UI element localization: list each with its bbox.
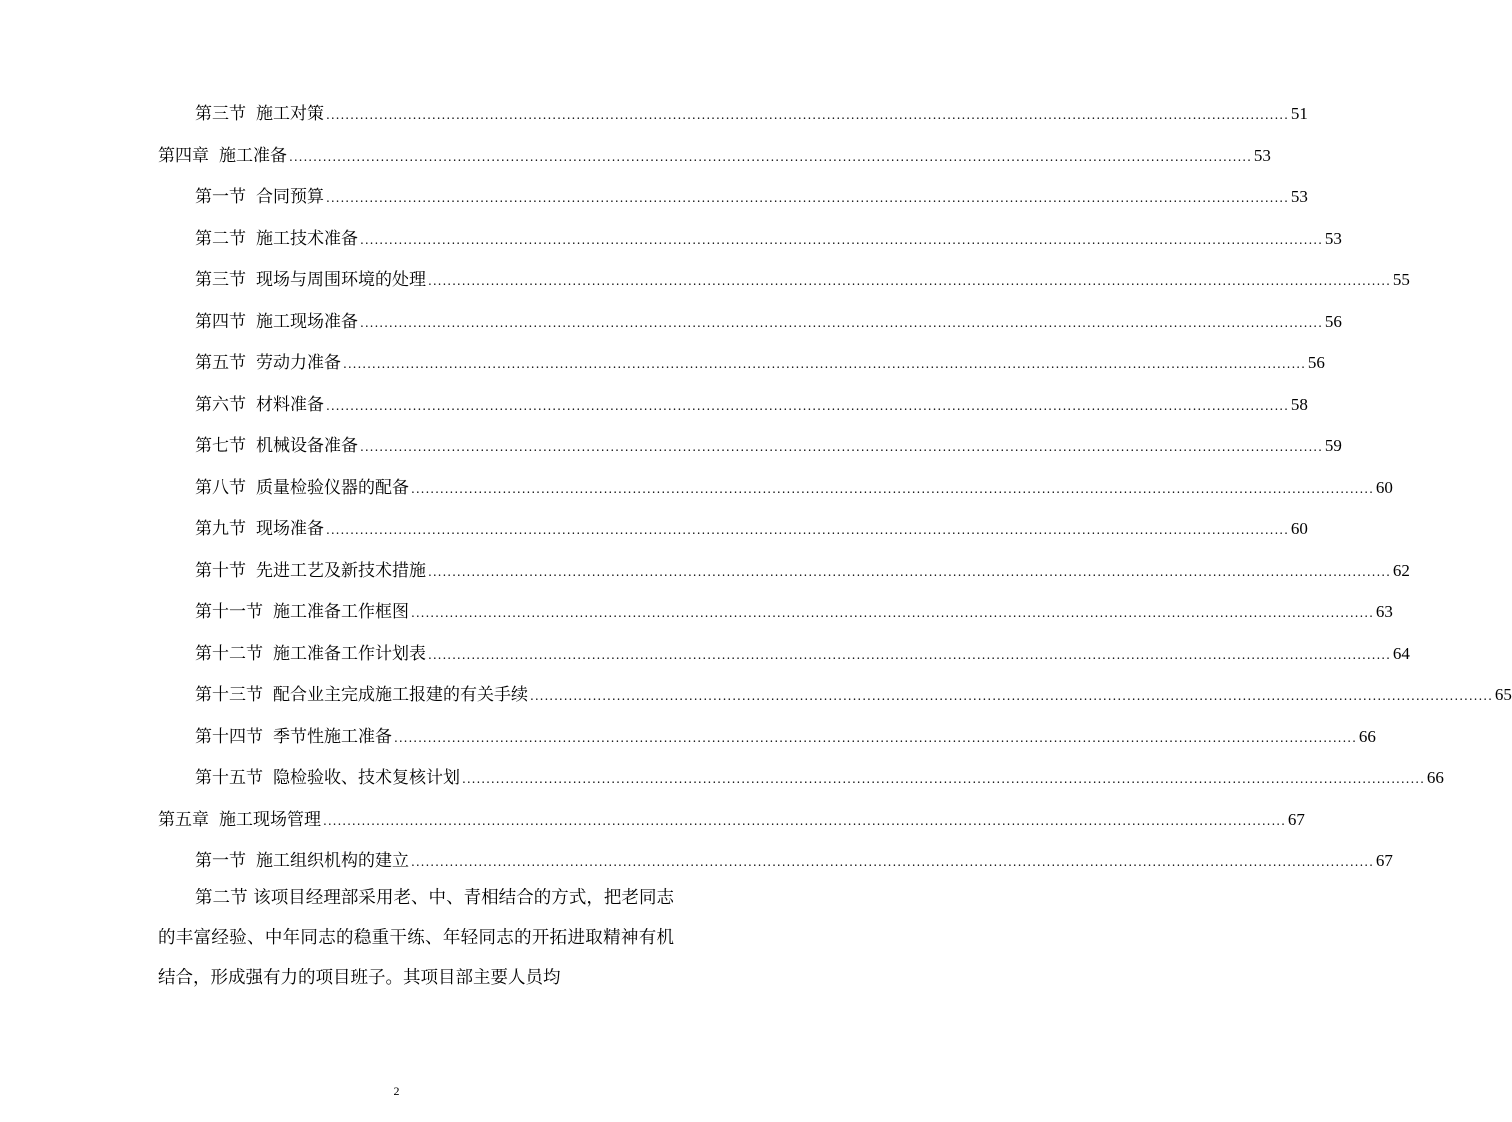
toc-dot-leader: ........................................................................................................................................................................................................ — [530, 689, 1493, 703]
toc-entry-title: 隐检验收、技术复核计划 — [273, 768, 460, 788]
toc-entry — [158, 840, 1393, 882]
toc-dot-leader: ........................................................................................................................................................................................................ — [428, 647, 1391, 662]
toc-dot-leader: ........................................................................................................................................................................................................ — [360, 232, 1323, 247]
toc-entry-number: 第一节 — [195, 187, 246, 207]
toc-entry-page: 56 — [1307, 353, 1325, 372]
toc-entry-number: 第六节 — [195, 394, 246, 415]
toc-entry-title: 合同预算 — [256, 187, 324, 207]
body-paragraph: 第二节 该项目经理部采用老、中、青相结合的方式，把老同志的丰富经验、中年同志的稳重干练、年轻同志的开拓进取精神有机结合，形成强有力的项目班子。其项目部主要人员均 — [158, 888, 674, 988]
toc-dot-leader: ........................................................................................................................................................................................................ — [394, 730, 1357, 745]
toc-entry-number: 第十五节 — [195, 768, 263, 788]
toc-entry-page: 59 — [1324, 436, 1342, 455]
toc-entry-number: 第十四节 — [195, 726, 263, 747]
toc-dot-leader: ........................................................................................................................................................................................................ — [360, 315, 1323, 330]
toc-entry-number: 第三节 — [195, 104, 246, 124]
toc-entry-number: 第七节 — [195, 436, 246, 456]
toc-entry-number: 第五节 — [195, 353, 246, 373]
toc-entry — [158, 633, 1410, 675]
toc-entry-number: 第四章 — [158, 145, 209, 166]
toc-entry — [158, 425, 1342, 467]
toc-entry-page: 53 — [1324, 228, 1342, 248]
toc-entry — [158, 135, 1271, 177]
toc-entry-page: 55 — [1392, 270, 1410, 289]
toc-entry-label — [195, 260, 426, 302]
toc-entry-title: 施工准备 — [219, 145, 287, 166]
toc-entry — [158, 218, 1342, 260]
toc-dot-leader: ........................................................................................................................................................................................................ — [289, 149, 1252, 164]
toc-entry-page: 53 — [1290, 187, 1308, 206]
toc-entry-label — [195, 94, 324, 136]
toc-entry-number: 第十二节 — [195, 643, 263, 664]
toc-entry-label — [195, 675, 528, 717]
toc-entry-label — [195, 592, 409, 634]
toc-entry-number: 第三节 — [195, 270, 246, 290]
toc-entry-title: 施工现场准备 — [256, 311, 358, 332]
toc-entry — [158, 301, 1342, 343]
toc-entry-label — [158, 800, 321, 842]
toc-entry-page: 53 — [1253, 145, 1271, 165]
toc-entry-page: 60 — [1290, 519, 1308, 538]
toc-entry-label — [195, 468, 409, 510]
toc-entry-page: 66 — [1426, 768, 1444, 787]
toc-dot-leader: ........................................................................................................................................................................................................ — [411, 606, 1374, 620]
toc-entry-title: 材料准备 — [256, 394, 324, 415]
toc-dot-leader: ........................................................................................................................................................................................................ — [360, 440, 1323, 454]
toc-entry-title: 施工对策 — [256, 104, 324, 124]
toc-entry — [158, 716, 1376, 758]
toc-entry-label — [195, 841, 409, 883]
toc-entry — [158, 93, 1308, 135]
toc-entry-label — [195, 343, 341, 385]
toc-entry-number: 第四节 — [195, 311, 246, 332]
toc-entry-number: 第十一节 — [195, 602, 263, 622]
toc-dot-leader: ........................................................................................................................................................................................................ — [326, 191, 1289, 205]
toc-entry-page: 67 — [1375, 851, 1393, 870]
toc-entry-page: 58 — [1290, 394, 1308, 414]
toc-entry — [158, 550, 1410, 592]
toc-entry-title: 施工现场管理 — [219, 809, 321, 830]
toc-entry-number: 第一节 — [195, 851, 246, 871]
toc-entry-label — [195, 385, 324, 427]
toc-dot-leader: ........................................................................................................................................................................................................ — [411, 481, 1374, 496]
toc-entry-label — [195, 219, 358, 261]
toc-entry-label — [195, 634, 426, 676]
toc-dot-leader: ........................................................................................................................................................................................................ — [323, 813, 1286, 828]
page-number: 2 — [393, 1084, 400, 1098]
toc-entry-title: 施工准备工作计划表 — [273, 643, 426, 664]
toc-entry-label — [195, 177, 324, 219]
toc-entry-title: 季节性施工准备 — [273, 726, 392, 747]
toc-entry — [158, 342, 1325, 384]
toc-entry-label — [195, 758, 460, 800]
toc-entry-page: 63 — [1375, 602, 1393, 621]
toc-entry-label — [195, 551, 426, 593]
toc-entry-title: 施工技术准备 — [256, 228, 358, 249]
toc-entry-number: 第二节 — [195, 228, 246, 249]
table-of-contents — [158, 93, 1512, 882]
toc-entry-title: 现场与周围环境的处理 — [256, 270, 426, 290]
toc-entry-title: 施工组织机构的建立 — [256, 851, 409, 871]
toc-entry-page: 64 — [1392, 643, 1410, 663]
toc-entry-label — [195, 426, 358, 468]
toc-entry-number: 第九节 — [195, 519, 246, 539]
toc-entry-label — [195, 302, 358, 344]
toc-dot-leader: ........................................................................................................................................................................................................ — [462, 772, 1425, 786]
toc-entry — [158, 799, 1305, 841]
toc-entry-title: 配合业主完成施工报建的有关手续 — [273, 685, 528, 705]
toc-entry — [158, 467, 1393, 509]
toc-entry — [158, 259, 1410, 301]
toc-entry-label — [195, 509, 324, 551]
toc-entry-title: 机械设备准备 — [256, 436, 358, 456]
toc-entry-title: 现场准备 — [256, 519, 324, 539]
toc-entry-page: 62 — [1392, 560, 1410, 580]
toc-entry-title: 质量检验仪器的配备 — [256, 477, 409, 498]
toc-dot-leader: ........................................................................................................................................................................................................ — [411, 855, 1374, 869]
toc-entry-page: 66 — [1358, 726, 1376, 746]
toc-dot-leader: ........................................................................................................................................................................................................ — [326, 108, 1289, 122]
toc-entry-title: 施工准备工作框图 — [273, 602, 409, 622]
toc-entry-number: 第十节 — [195, 560, 246, 581]
toc-entry — [158, 508, 1308, 550]
toc-entry-page: 51 — [1290, 104, 1308, 123]
toc-dot-leader: ........................................................................................................................................................................................................ — [428, 564, 1391, 579]
toc-entry-page: 60 — [1375, 477, 1393, 497]
toc-entry — [158, 591, 1393, 633]
toc-entry-number: 第五章 — [158, 809, 209, 830]
toc-entry-page: 56 — [1324, 311, 1342, 331]
toc-entry — [158, 757, 1444, 799]
toc-entry-label — [195, 717, 392, 759]
toc-dot-leader: ........................................................................................................................................................................................................ — [326, 398, 1289, 413]
toc-dot-leader: ........................................................................................................................................................................................................ — [326, 523, 1289, 537]
toc-entry-page: 67 — [1287, 809, 1305, 829]
toc-dot-leader: ........................................................................................................................................................................................................ — [343, 357, 1306, 371]
toc-entry — [158, 176, 1308, 218]
toc-entry-label — [158, 136, 287, 178]
toc-entry — [158, 674, 1512, 716]
toc-entry-number: 第十三节 — [195, 685, 263, 705]
toc-entry-title: 先进工艺及新技术措施 — [256, 560, 426, 581]
toc-entry — [158, 384, 1308, 426]
toc-entry-page: 65 — [1494, 685, 1512, 704]
toc-entry-title: 劳动力准备 — [256, 353, 341, 373]
toc-entry-number: 第八节 — [195, 477, 246, 498]
toc-dot-leader: ........................................................................................................................................................................................................ — [428, 274, 1391, 288]
